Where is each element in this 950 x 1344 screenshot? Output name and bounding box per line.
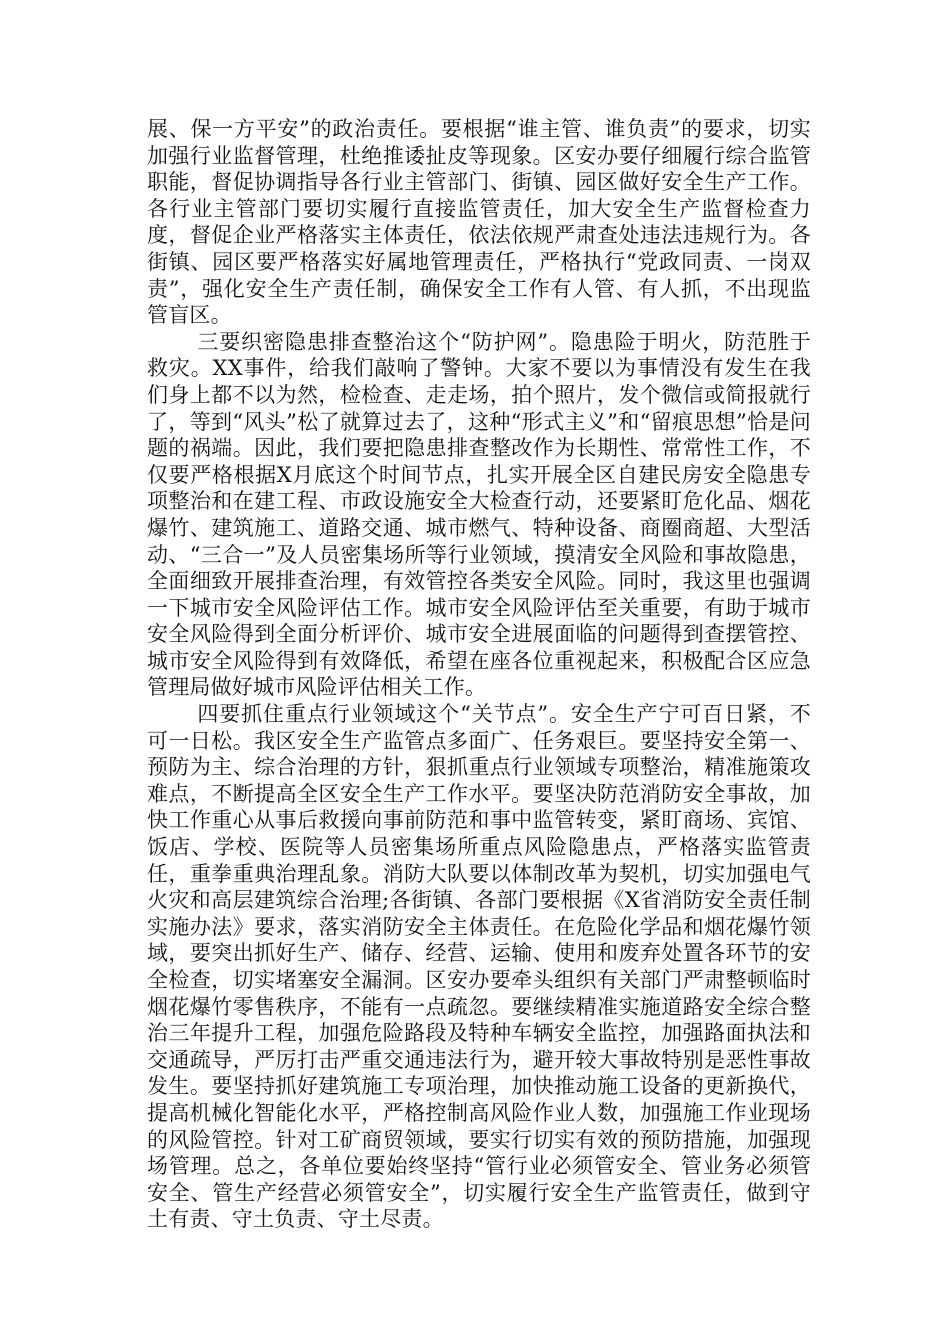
paragraph-key-industries: 四要抓住重点行业领域这个“关节点”。安全生产宁可百日紧，不可一日松。我区安全生产监管点多面广、任务艰巨。要坚持安全第一、预防为主、综合治理的方针，狠抓重点行业领域专项整治，精准施策攻难点，不断提高全区安全生产工作水平。要坚决防范消防安全事故，加快工作重心从事后救援向事前防范和事中监管转变，紧盯商场、宾馆、饭店、学校、医院等人员密集场所重点风险隐患点，严格落实监管责任，重拳重典治理乱象。消防大队要以体制改革为契机，切实加强电气火灾和高层建筑综合治理;各街镇、各部门要根据《X省消防安全责任制实施办法》要求，落实消防安全主体责任。在危险化学品和烟花爆竹领域，要突出抓好生产、储存、经营、运输、使用和废弃处置各环节的安全检查，切实堵塞安全漏洞。区安办要牵头组织有关部门严肃整顿临时烟花爆竹零售秩序，不能有一点疏忽。要继续精准实施道路安全综合整治三年提升工程，加强危险路段及特种车辆安全监控，加强路面执法和交通疏导，严厉打击严重交通违法行为，避开较大事故特别是恶性事故发生。要坚持抓好建筑施工专项治理，加快推动施工设备的更新换代，提高机械化智能化水平，严格控制高风险作业人数，加强施工作业现场的风险管控。针对工矿商贸领域，要实行切实有效的预防措施，加强现场管理。总之，各单位要始终坚持“管行业必须管安全、管业务必须管安全、管生产经营必须管安全”，切实履行安全生产监管责任，做到守土有责、守土负责、守土尽责。 — [147, 702, 811, 1232]
paragraph-continuation: 展、保一方平安”的政治责任。要根据“谁主管、谁负责”的要求，切实加强行业监督管理，杜绝推诿扯皮等现象。区安办要仔细履行综合监管职能，督促协调指导各行业主管部门、街镇、园区做好安全生产工作。各行业主管部门要切实履行直接监管责任，加大安全生产监督检查力度，督促企业严格落实主体责任，依法依规严肃查处违法违规行为。各街镇、园区要严格落实好属地管理责任，严格执行“党政同责、一岗双责”，强化安全生产责任制，确保安全工作有人管、有人抓，不出现监管盲区。 — [147, 117, 811, 328]
paragraph-hazard-inspection: 三要织密隐患排查整治这个“防护网”。隐患险于明火，防范胜于救灾。XX事件，给我们敲响了警钟。大家不要以为事情没有发生在我们身上都不以为然，检检查、走走场，拍个照片，发个微信或简报就行了，等到“风头”松了就算过去了，这种“形式主义”和“留痕思想”恰是问题的祸端。因此，我们要把隐患排查整改作为长期性、常常性工作，不仅要严格根据X月底这个时间节点，扎实开展全区自建民房安全隐患专项整治和在建工程、市政设施安全大检查行动，还要紧盯危化品、烟花爆竹、建筑施工、道路交通、城市燃气、特种设备、商圈商超、大型活动、“三合一”及人员密集场所等行业领域，摸清安全风险和事故隐患，全面细致开展排查治理，有效管控各类安全风险。同时，我这里也强调一下城市安全风险评估工作。城市安全风险评估至关重要，有助于城市安全风险得到全面分析评价、城市安全进展面临的问题得到查摆管控、城市安全风险得到有效降低，希望在座各位重视起来，积极配合区应急管理局做好城市风险评估相关工作。 — [147, 329, 811, 700]
document-page — [147, 116, 811, 1233]
